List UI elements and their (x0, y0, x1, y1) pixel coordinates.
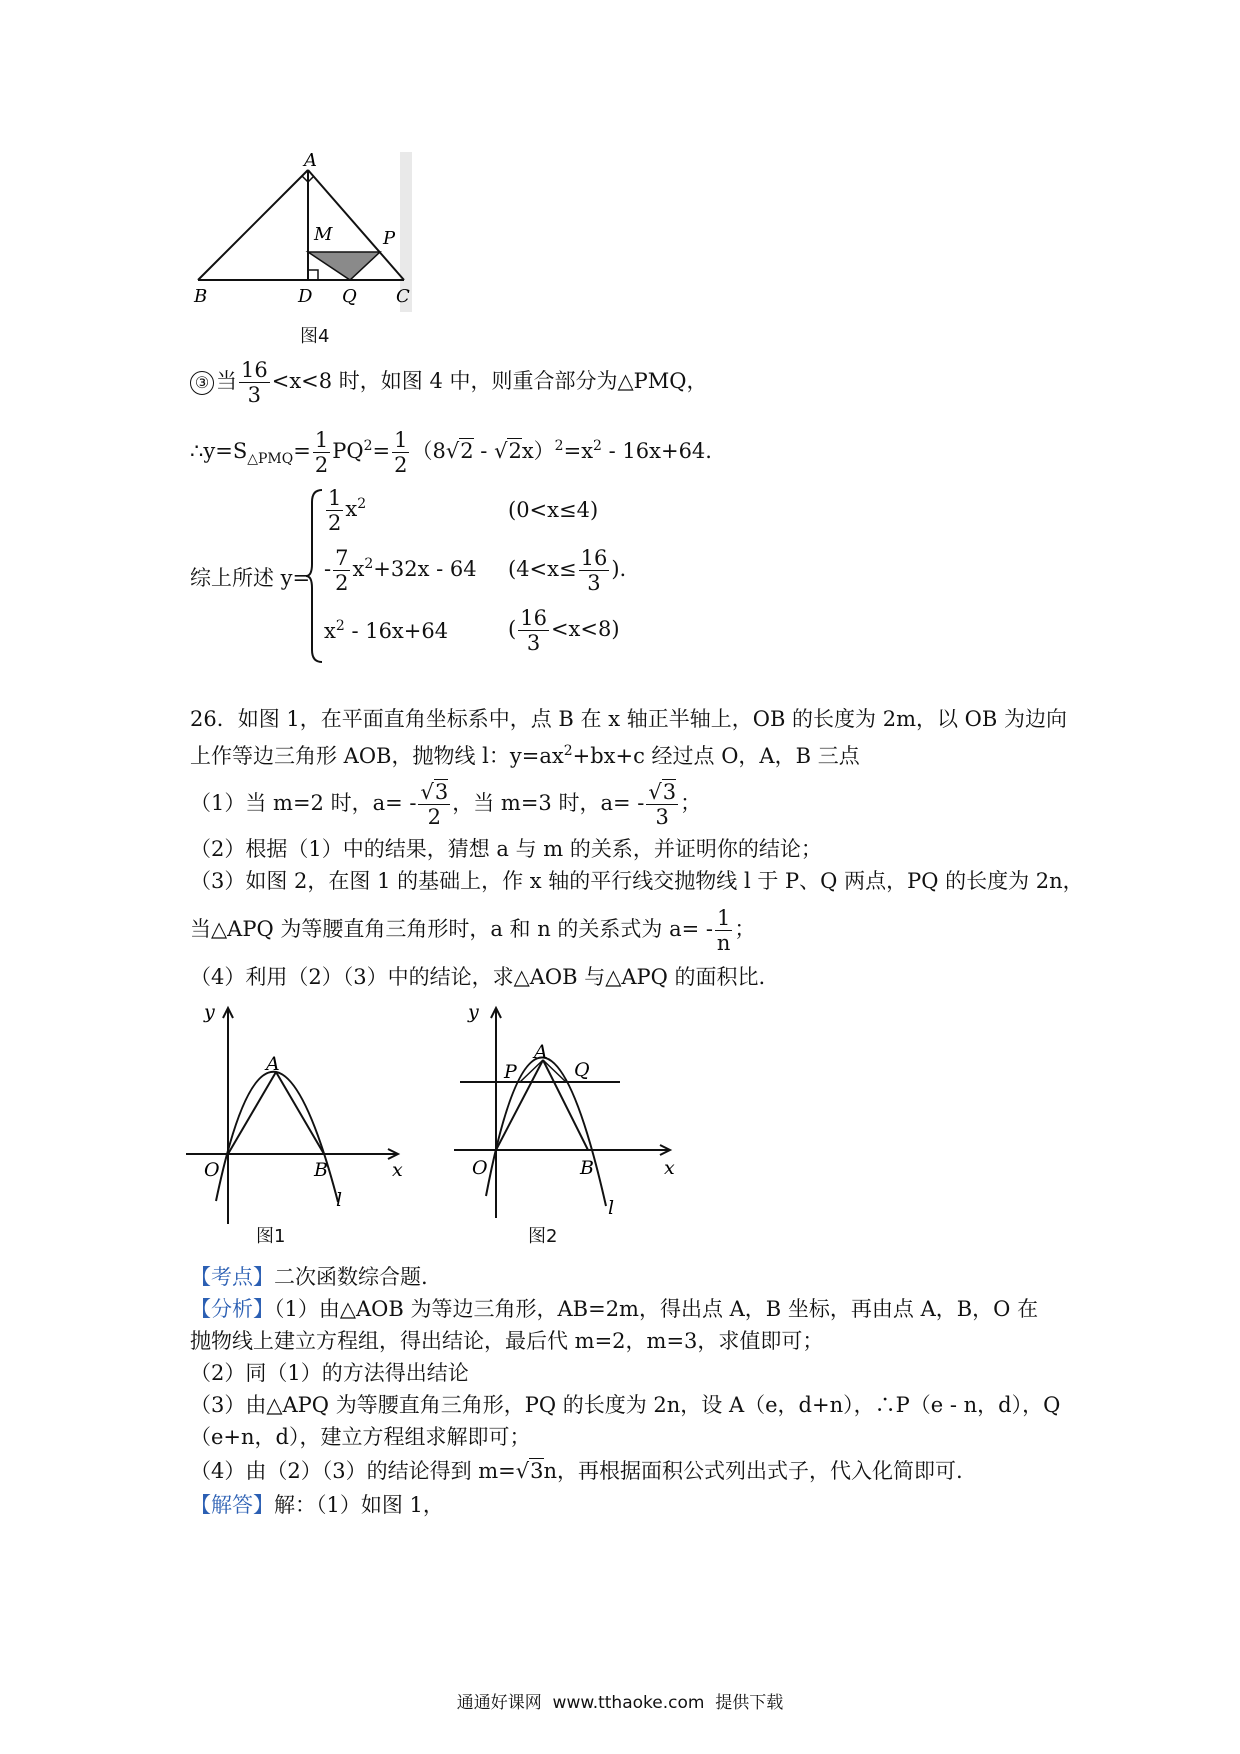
fig4-label-c: C (396, 286, 410, 307)
case-3-line: ③ 当 $\frac{16}{3}$ <x<8 时，如图 4 中，则重合部分为△PMQ， (190, 358, 708, 407)
circled-number: ③ (190, 371, 214, 395)
question-4: （4）利用（2）（3）中的结论，求△AOB 与△APQ 的面积比. (190, 965, 766, 989)
question-3-line-2: 当△APQ 为等腰直角三角形时，a 和 n 的关系式为 a= - $\frac{1}{n}$ ； (190, 906, 756, 955)
fig1-label-y: y (204, 1001, 215, 1023)
fenxi-line-5: （e+n，d），建立方程组求解即可； (190, 1425, 531, 1449)
jieda-tag: 【解答】 (190, 1493, 274, 1517)
fig4-label-a: A (304, 150, 317, 171)
fig1-label-x: x (392, 1159, 403, 1181)
problem-26-line-1: 26．如图 1，在平面直角坐标系中，点 B 在 x 轴正半轴上，OB 的长度为 2m，以 OB 为边向 (190, 707, 1068, 731)
footer: 通通好课网 www.tthaoke.com 提供下载 (456, 1693, 784, 1713)
figure-4-caption: 图4 (300, 326, 330, 347)
fenxi-line-6: （4）由（2）（3）的结论得到 m=√3n，再根据面积公式列出式子，代入化简即可. (190, 1459, 963, 1483)
kaodian-line: 【考点】二次函数综合题. (190, 1265, 428, 1289)
figure-4 (190, 150, 430, 350)
fenxi-line-4: （3）由△APQ 为等腰直角三角形，PQ 的长度为 2n，设 A（e，d+n），∴P（e - n，d），Q (190, 1393, 1061, 1417)
piecewise-cond-2: (4<x≤ $\frac{16}{3}$ ). (508, 546, 627, 595)
figure-1 (186, 996, 416, 1236)
fig1-label-a: A (266, 1053, 280, 1075)
fenxi-tag: 【分析】 (190, 1297, 274, 1321)
figure-1-caption: 图1 (256, 1226, 286, 1247)
fig2-label-y: y (468, 1001, 479, 1023)
question-2: （2）根据（1）中的结果，猜想 a 与 m 的关系，并证明你的结论； (190, 837, 822, 861)
fig2-label-x: x (664, 1157, 675, 1179)
fig1-label-o: O (204, 1159, 220, 1181)
piecewise-row-1: $\frac{1}{2}$ $x^2$ (328, 486, 367, 535)
figure-2 (448, 996, 678, 1236)
fraction-16-3: $\frac{16}{3}$ (241, 358, 268, 407)
figure-4-diagram (190, 150, 430, 350)
figure-2-caption: 图2 (528, 1226, 558, 1247)
fig2-label-l: l (608, 1197, 615, 1219)
fig2-label-p: P (504, 1061, 517, 1083)
fenxi-line-3: （2）同（1）的方法得出结论 (190, 1361, 469, 1385)
jieda-line: 【解答】解：（1）如图 1， (190, 1493, 444, 1517)
problem-26-line-2: 上作等边三角形 AOB，抛物线 l：$y=ax^2+bx+c$ 经过点 O，A，B 三点 (190, 743, 860, 768)
fig2-label-o: O (472, 1157, 488, 1179)
piecewise-cond-1: (0<x≤4) (508, 498, 599, 522)
piecewise-intro: 综上所述 y= (190, 566, 311, 590)
fig4-label-b: B (194, 286, 208, 307)
question-3-line-1: （3）如图 2，在图 1 的基础上，作 x 轴的平行线交抛物线 l 于 P、Q 两点，PQ 的长度为 2n， (190, 869, 1084, 893)
fig4-label-m: M (314, 224, 333, 245)
piecewise-cond-3: ( $\frac{16}{3}$ <x<8) (508, 606, 620, 655)
fenxi-line-2: 抛物线上建立方程组，得出结论，最后代 m=2，m=3，求值即可； (190, 1329, 824, 1353)
fig2-label-a: A (534, 1041, 548, 1063)
piecewise-summary (190, 486, 750, 666)
area-formula-line: $\therefore y=S_{\triangle PMQ}=$ $\frac{1}{2}$ $PQ^2=$ $\frac{1}{2}$ $(8√2 - √2x)^2=x^2 - 16x+64$. (190, 428, 712, 477)
kaodian-tag: 【考点】 (190, 1265, 274, 1289)
figure-2-diagram (448, 996, 678, 1236)
piecewise-row-2: - $\frac{7}{2}$ $x^2+32x - 64$ (324, 546, 477, 595)
fig1-label-b: B (314, 1159, 328, 1181)
fig4-label-d: D (298, 286, 313, 307)
fig2-label-b: B (580, 1157, 594, 1179)
fenxi-line-1: 【分析】（1）由△AOB 为等边三角形，AB=2m，得出点 A，B 坐标，再由点 A，B，O 在 (190, 1297, 1039, 1321)
fig2-label-q: Q (574, 1059, 590, 1081)
figure-1-diagram (186, 996, 416, 1236)
left-brace (304, 488, 326, 664)
fig4-label-p: P (383, 228, 396, 249)
piecewise-row-3: $x^2 - 16x+64$ (324, 618, 449, 643)
question-1: （1）当 m=2 时，a= - $\frac{√3}{2}$ ，当 m=3 时，a= - $\frac{√3}{3}$ ； (190, 780, 702, 829)
fig1-label-l: l (336, 1189, 343, 1211)
fig4-label-q: Q (342, 286, 357, 307)
